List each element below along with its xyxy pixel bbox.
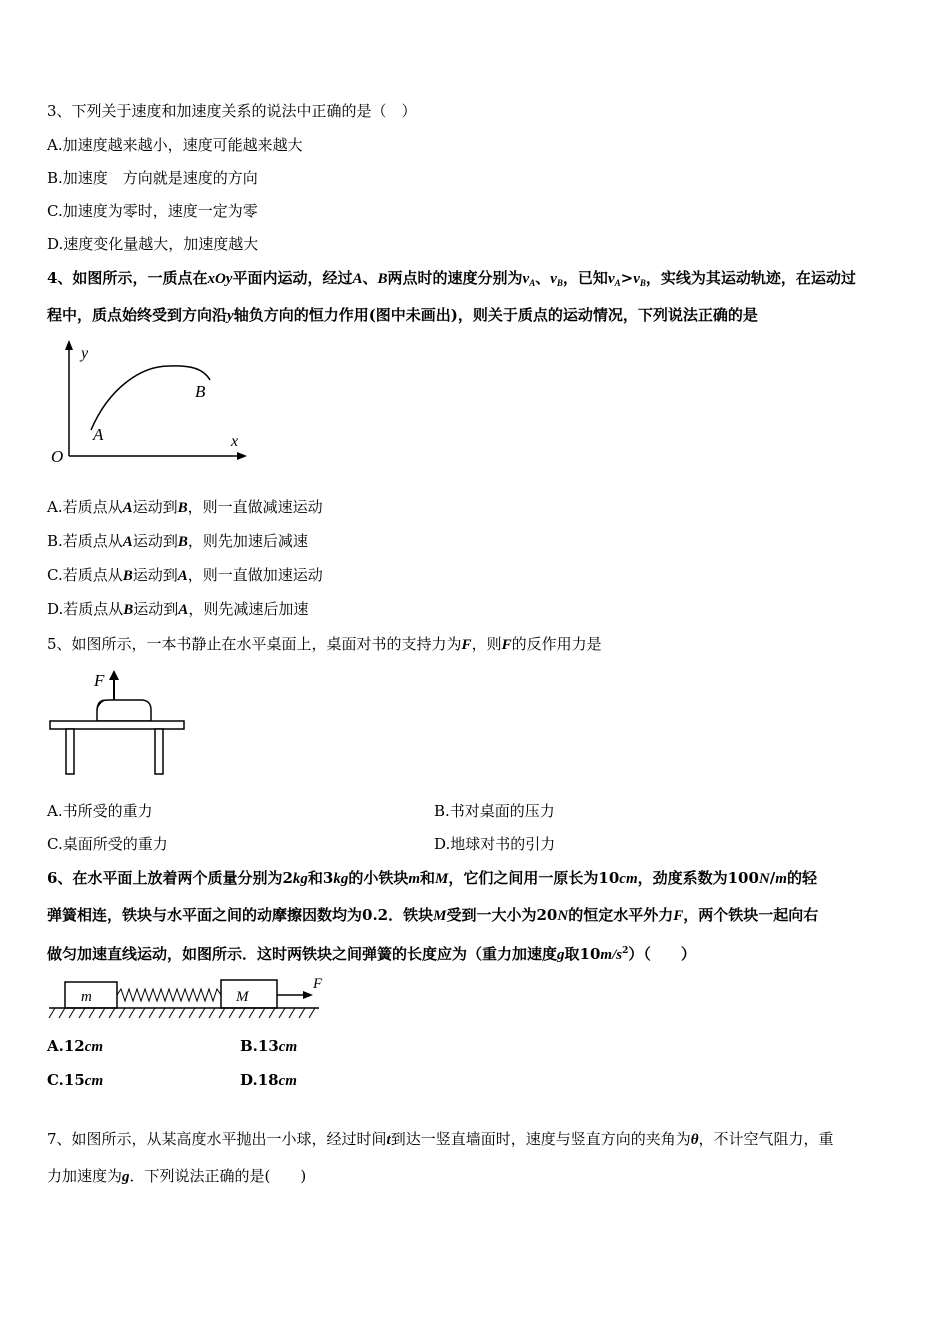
q5-book-table-figure <box>45 664 190 779</box>
q4-stem-line1: 4、如图所示，一质点在xOy平面内运动，经过A、B两点时的速度分别为$v_A$、$v_B$，已知$v_A>v_B$，实线为其运动轨迹，在运动过 <box>47 269 856 288</box>
q5-option-d: D.地球对书的引力 <box>434 835 556 853</box>
q3-option-c: C.加速度为零时，速度一定为零 <box>47 202 258 220</box>
q3-stem: 3、下列关于速度和加速度关系的说法中正确的是（ ） <box>47 102 417 120</box>
q5-option-b: B.书对桌面的压力 <box>434 802 555 820</box>
force-arrow-head <box>109 670 119 680</box>
table-leg-left <box>66 729 74 774</box>
q4-option-b: B.若质点从A运动到B，则先加速后减速 <box>47 532 308 550</box>
block-big-m <box>221 980 277 1008</box>
q3-option-a: A.加速度越来越小，速度可能越来越大 <box>47 136 303 154</box>
force-label: F <box>94 671 105 690</box>
point-a-label: A <box>93 425 104 444</box>
book <box>97 700 151 721</box>
q4-stem-line2: 程中，质点始终受到方向沿y轴负方向的恒力作用(图中未画出)，则关于质点的运动情况，下列说法正确的是 <box>47 306 758 324</box>
q6-option-a: A.12cm <box>47 1037 104 1055</box>
q4-option-c: C.若质点从B运动到A，则一直做加速运动 <box>47 566 323 584</box>
point-b-label: B <box>195 382 206 401</box>
force-f-label: F <box>313 976 323 992</box>
block-big-m-label: M <box>236 989 249 1005</box>
trajectory-curve <box>91 366 210 430</box>
q5-option-a: A.书所受的重力 <box>47 802 153 820</box>
q3-option-b: B.加速度 方向就是速度的方向 <box>47 169 258 187</box>
q6-stem-line2: 弹簧相连，铁块与水平面之间的动摩擦因数均为0.2．铁块M受到一大小为20N的恒定水平外力F，两个铁块一起向右 <box>47 906 819 924</box>
q6-option-d: D.18cm <box>240 1071 297 1089</box>
q6-stem-line1: 6、在水平面上放着两个质量分别为2kg和3kg的小铁块m和M，它们之间用一原长为10cm，劲度系数为100N/m的轻 <box>47 869 817 887</box>
q5-option-c: C.桌面所受的重力 <box>47 835 168 853</box>
force-f-arrow-head <box>303 991 313 999</box>
q4-trajectory-figure <box>45 338 250 466</box>
q3-option-d: D.速度变化量越大，加速度越大 <box>47 235 259 253</box>
q4-option-a: A.若质点从A运动到B，则一直做减速运动 <box>47 498 323 516</box>
q4-option-d: D.若质点从B运动到A，则先减速后加速 <box>47 600 309 618</box>
tabletop <box>50 721 184 729</box>
q6-stem-line3: 做匀加速直线运动，如图所示．这时两铁块之间弹簧的长度应为（重力加速度g取$10m/s^2$）（ ） <box>47 945 696 963</box>
q5-stem: 5、如图所示，一本书静止在水平桌面上，桌面对书的支持力为F，则F的反作用力是 <box>47 635 602 653</box>
q7-stem-line2: 力加速度为g．下列说法正确的是( ) <box>47 1167 307 1185</box>
q6-option-c: C.15cm <box>47 1071 104 1089</box>
ground-hatching <box>49 1008 315 1018</box>
y-axis-arrow <box>65 340 73 350</box>
block-m-label: m <box>81 989 92 1005</box>
q6-option-b: B.13cm <box>240 1037 298 1055</box>
q7-stem-line1: 7、如图所示，从某高度水平抛出一小球，经过时间t到达一竖直墙面时，速度与竖直方向的夹角为θ，不计空气阻力，重 <box>47 1130 834 1148</box>
x-axis-arrow <box>237 452 247 460</box>
q6-blocks-figure <box>45 974 325 1024</box>
table-leg-right <box>155 729 163 774</box>
origin-label: O <box>51 447 64 466</box>
y-label: y <box>81 345 89 362</box>
spring <box>117 989 221 1001</box>
x-label: x <box>231 433 239 450</box>
